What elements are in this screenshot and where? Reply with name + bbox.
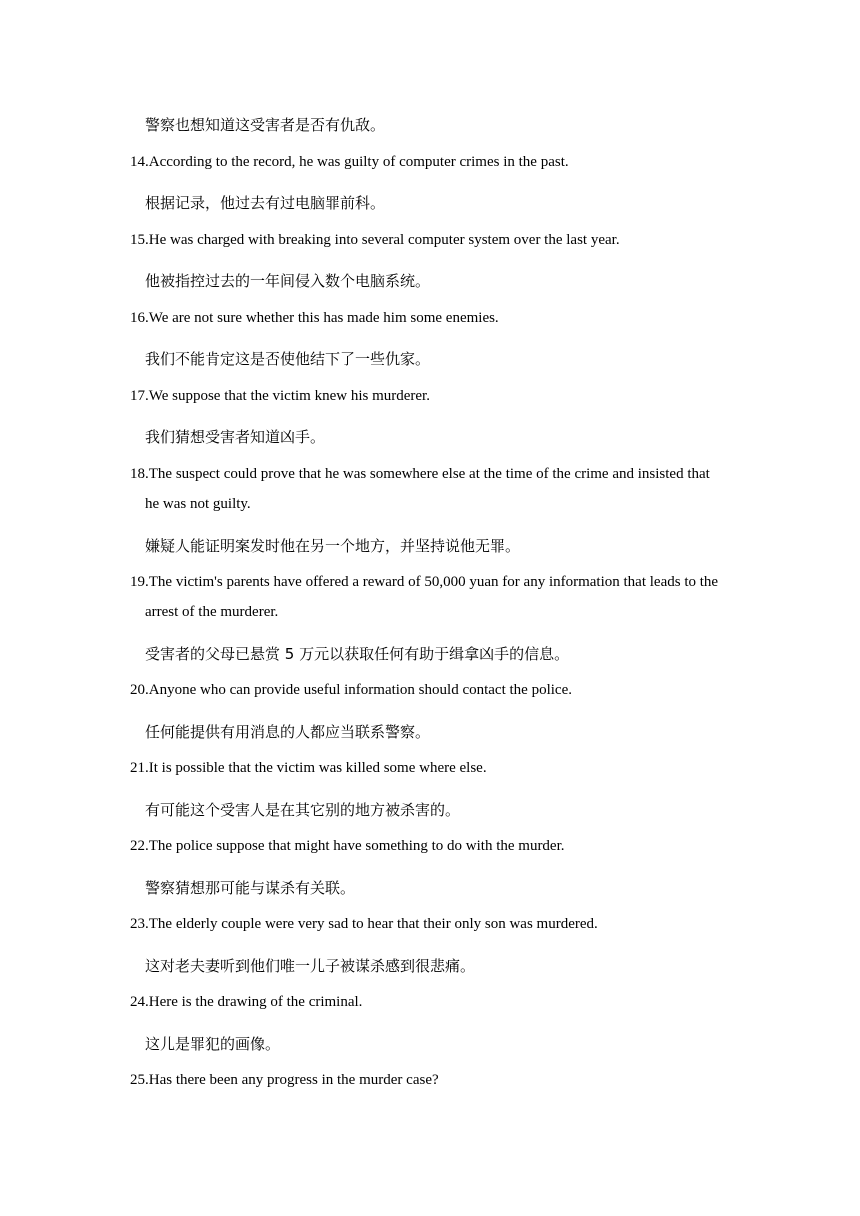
sentence-line: 14.According to the record, he was guilty of computer crimes in the past. xyxy=(130,154,569,170)
translation-line: 这儿是罪犯的画像。 xyxy=(145,1035,281,1053)
translation-line: 警察猜想那可能与谋杀有关联。 xyxy=(145,879,356,897)
sentence-line: 18.The suspect could prove that he was somewhere else at the time of the crime and insisted that xyxy=(130,466,710,482)
sentence-line: 22.The police suppose that might have something to do with the murder. xyxy=(130,838,565,854)
sentence-continuation: arrest of the murderer. xyxy=(145,604,279,620)
translation-line: 我们猜想受害者知道凶手。 xyxy=(145,428,326,446)
translation-line: 受害者的父母已悬赏 5 万元以获取任何有助于缉拿凶手的信息。 xyxy=(145,645,570,663)
sentence-line: 25.Has there been any progress in the murder case? xyxy=(130,1072,439,1088)
translation-line: 我们不能肯定这是否使他结下了一些仇家。 xyxy=(145,350,431,368)
sentence-line: 20.Anyone who can provide useful information should contact the police. xyxy=(130,682,572,698)
translation-line: 这对老夫妻听到他们唯一儿子被谋杀感到很悲痛。 xyxy=(145,957,476,975)
translation-line: 根据记录，他过去有过电脑罪前科。 xyxy=(145,194,386,212)
sentence-line: 24.Here is the drawing of the criminal. xyxy=(130,994,363,1010)
sentence-line: 17.We suppose that the victim knew his murderer. xyxy=(130,388,430,404)
sentence-continuation: he was not guilty. xyxy=(145,496,251,512)
sentence-line: 21.It is possible that the victim was killed some where else. xyxy=(130,760,487,776)
translation-line: 警察也想知道这受害者是否有仇敌。 xyxy=(145,116,386,134)
translation-line: 他被指控过去的一年间侵入数个电脑系统。 xyxy=(145,272,431,290)
sentence-line: 23.The elderly couple were very sad to hear that their only son was murdered. xyxy=(130,916,598,932)
sentence-line: 15.He was charged with breaking into several computer system over the last year. xyxy=(130,232,620,248)
translation-line: 任何能提供有用消息的人都应当联系警察。 xyxy=(145,723,431,741)
translation-line: 嫌疑人能证明案发时他在另一个地方，并坚持说他无罪。 xyxy=(145,537,521,555)
sentence-line: 16.We are not sure whether this has made him some enemies. xyxy=(130,310,499,326)
sentence-line: 19.The victim's parents have offered a reward of 50,000 yuan for any information that leads to the xyxy=(130,574,719,590)
translation-line: 有可能这个受害人是在其它别的地方被杀害的。 xyxy=(145,801,461,819)
